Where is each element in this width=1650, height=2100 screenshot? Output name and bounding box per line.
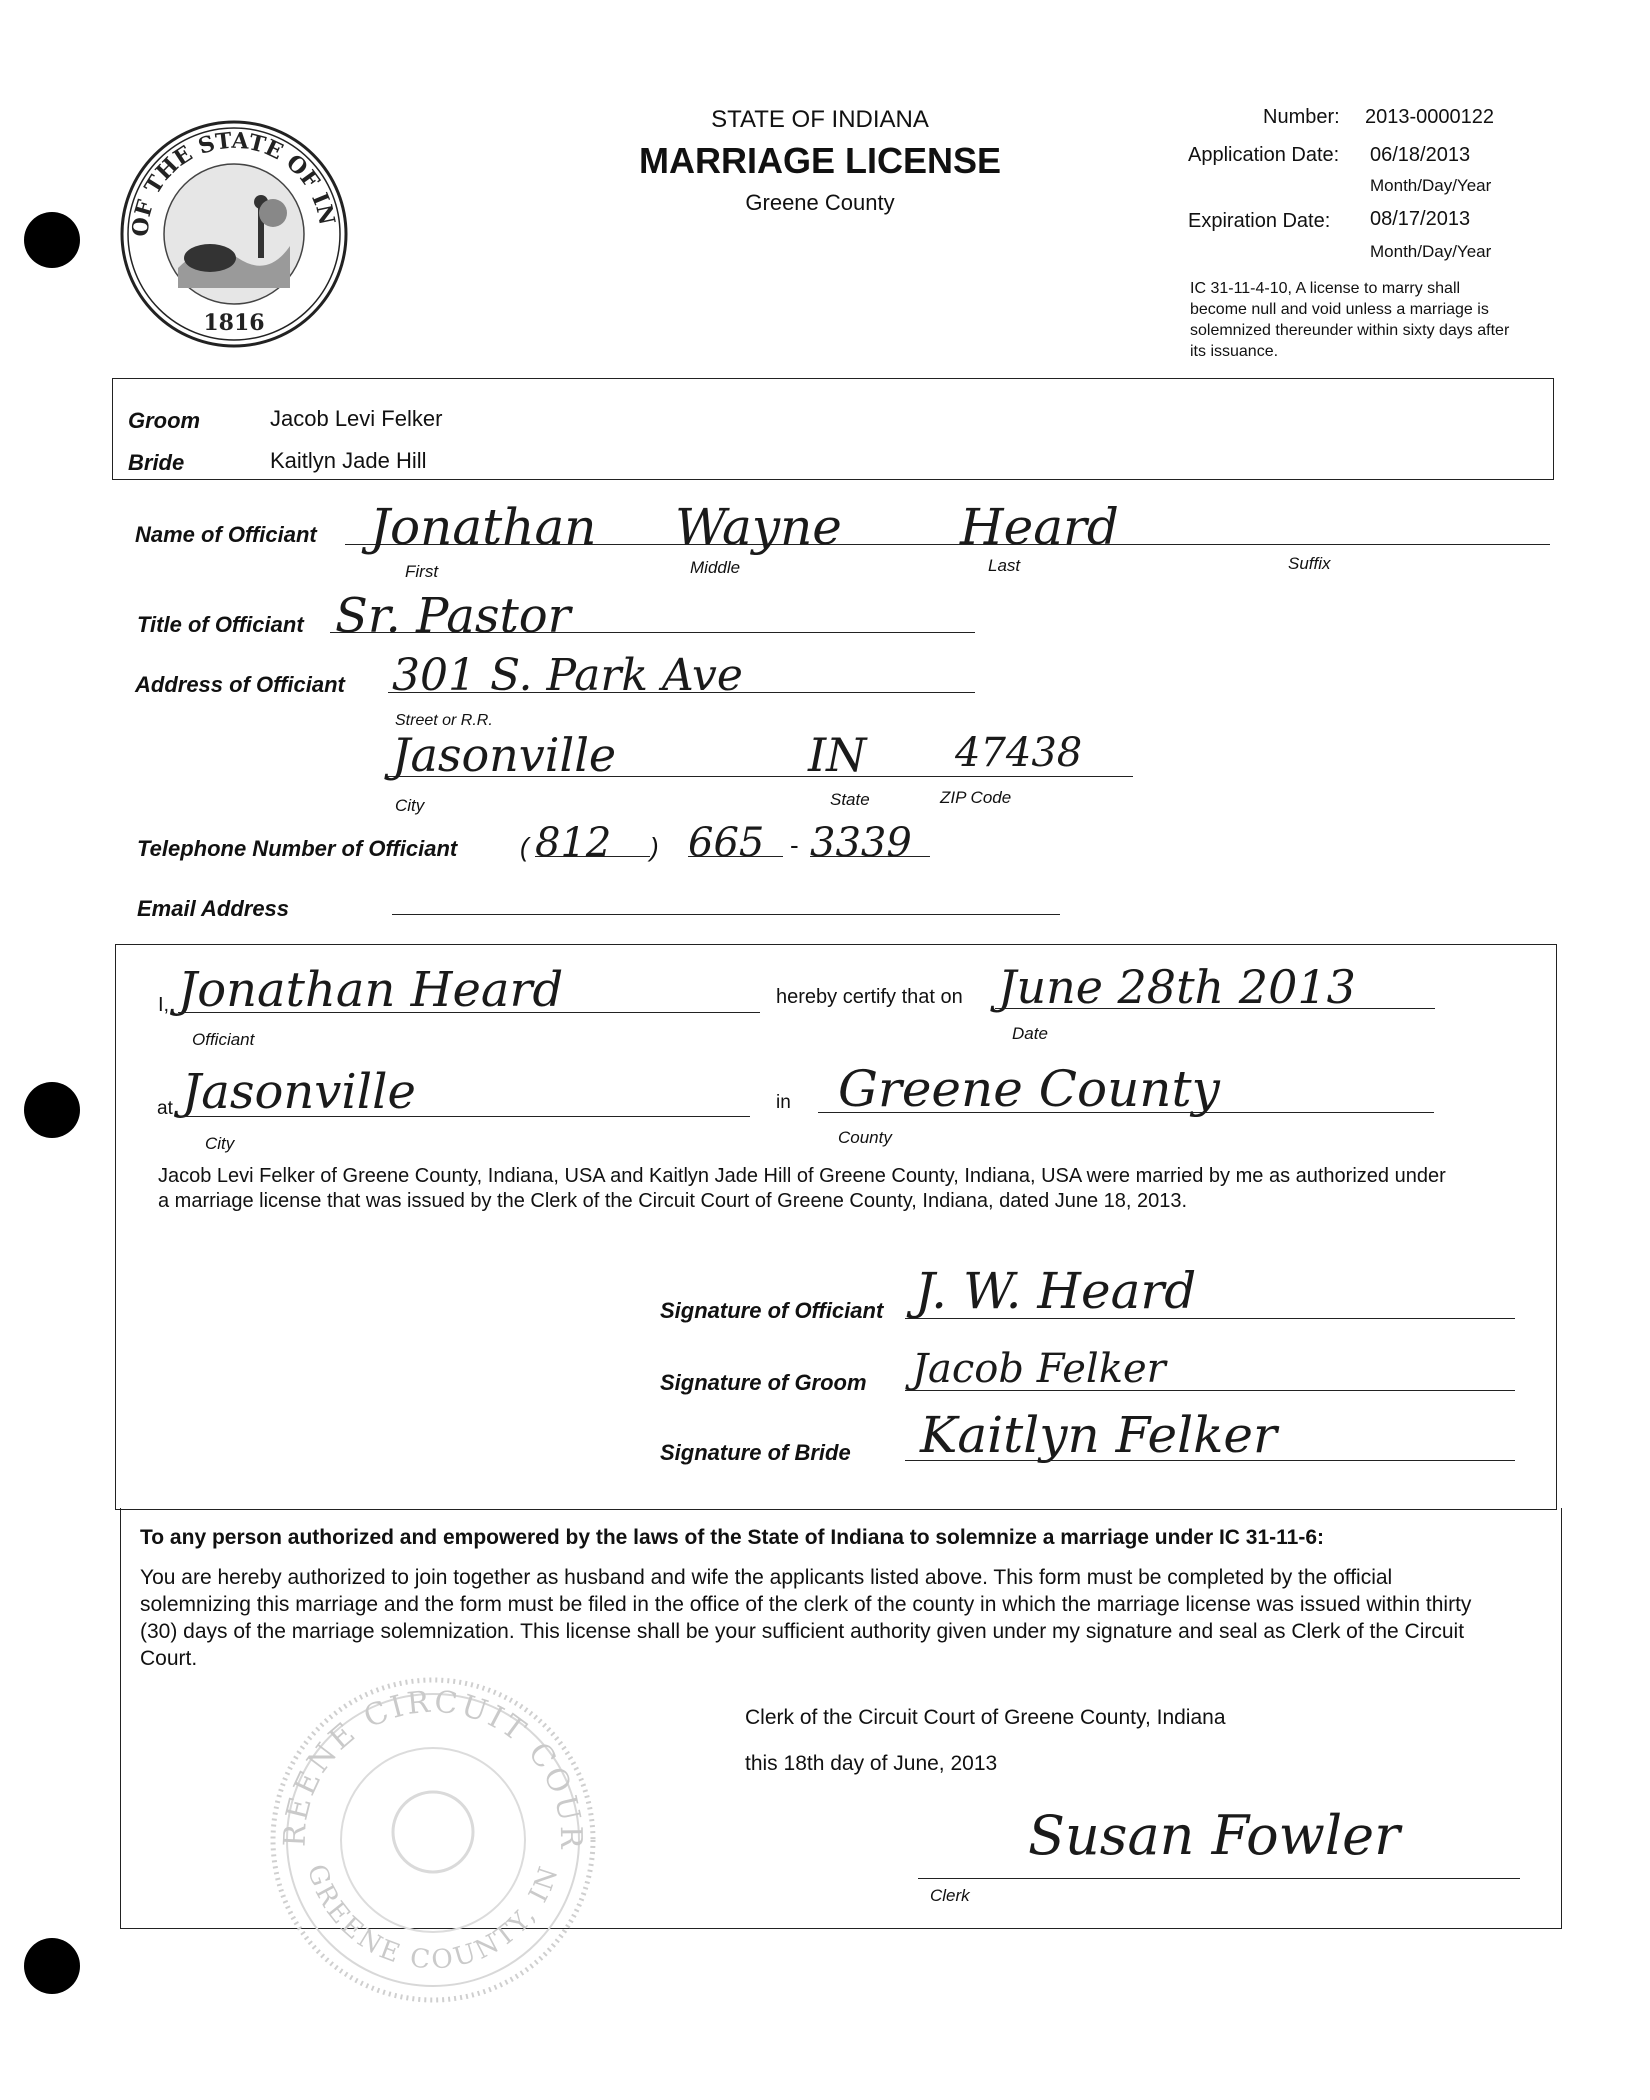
state-seal-year: 1816 bbox=[203, 310, 265, 336]
suffix-label: Suffix bbox=[1288, 554, 1331, 573]
sig-bride-line bbox=[905, 1460, 1515, 1461]
officiant-title-hw: Sr. Pastor bbox=[335, 588, 571, 644]
officiant-first-hw: Jonathan bbox=[370, 498, 597, 556]
officiant-state-hw: IN bbox=[808, 728, 867, 782]
certify-statement: Jacob Levi Felker of Greene County, Indiana, USA and Kaitlyn Jade Hill of Greene County, Indiana, USA were married by me as authorized under a marriage license that was issued by the Clerk of the Circuit Court of Greene County, Indiana, dated June 18, 2013. bbox=[158, 1165, 1446, 1212]
sig-bride-hw: Kaitlyn Felker bbox=[920, 1406, 1277, 1464]
phone-area-line bbox=[535, 856, 650, 857]
sig-bride-label: Signature of Bride bbox=[660, 1440, 851, 1465]
certify-officiant-line bbox=[178, 1012, 760, 1013]
clerk-line-2: this 18th day of June, 2013 bbox=[745, 1752, 998, 1775]
certify-city-label: City bbox=[205, 1134, 235, 1153]
street-label: Street or R.R. bbox=[395, 712, 493, 729]
certify-i-label: I, bbox=[158, 994, 170, 1016]
certify-date-hw: June 28th 2013 bbox=[998, 960, 1356, 1014]
certify-officiant-label: Officiant bbox=[192, 1030, 255, 1049]
officiant-last-hw: Heard bbox=[960, 498, 1119, 556]
application-date-format: Month/Day/Year bbox=[1370, 176, 1492, 195]
certify-county-line bbox=[818, 1112, 1434, 1113]
expiration-date-label: Expiration Date: bbox=[1188, 210, 1331, 232]
certify-city-hw: Jasonville bbox=[182, 1064, 416, 1120]
certification-box bbox=[115, 944, 1557, 1510]
city-label: City bbox=[395, 796, 425, 815]
svg-text:GREENE CIRCUIT COURT bbox=[265, 1672, 588, 1851]
clerk-line-1: Clerk of the Circuit Court of Greene County, Indiana bbox=[745, 1706, 1226, 1729]
officiant-email-label: Email Address bbox=[137, 896, 290, 921]
sig-groom-line bbox=[905, 1390, 1515, 1391]
last-label: Last bbox=[988, 556, 1021, 575]
bride-name: Kaitlyn Jade Hill bbox=[270, 448, 427, 473]
first-label: First bbox=[405, 562, 439, 581]
officiant-address-label: Address of Officiant bbox=[135, 672, 345, 697]
officiant-title-label: Title of Officiant bbox=[137, 612, 304, 637]
certify-in-label: in bbox=[776, 1092, 791, 1113]
license-number-value: 2013-0000122 bbox=[1365, 106, 1495, 128]
bride-label: Bride bbox=[128, 450, 185, 475]
zip-label: ZIP Code bbox=[940, 788, 1012, 807]
header-county: Greene County bbox=[745, 190, 895, 215]
application-date-label: Application Date: bbox=[1188, 144, 1340, 166]
phone-line-hw: 3339 bbox=[810, 820, 912, 866]
authorization-body: You are hereby authorized to join together as husband and wife the applicants listed above. This form must be completed by the official solemnizing this marriage and the form must be filed in the office of the clerk of the county in which the marriage license was issued within thirty (30) days of the marriage solemnization. This license shall be your sufficient authority given under my signature and seal as Clerk of the Circuit Court. bbox=[140, 1566, 1472, 1670]
court-seal-bottom-text: GREENE COUNTY, IN bbox=[300, 1860, 566, 1976]
groom-label: Groom bbox=[128, 408, 201, 433]
middle-label: Middle bbox=[690, 558, 741, 577]
certify-county-label: County bbox=[838, 1128, 892, 1147]
phone-close-paren: ) bbox=[650, 832, 659, 862]
punch-hole-top bbox=[24, 212, 80, 268]
sig-groom-label: Signature of Groom bbox=[660, 1370, 867, 1395]
officiant-name-label: Name of Officiant bbox=[135, 522, 317, 547]
officiant-email-line bbox=[392, 914, 1060, 915]
groom-name: Jacob Levi Felker bbox=[270, 406, 443, 431]
application-date-value: 06/18/2013 bbox=[1370, 144, 1471, 166]
certify-date-label: Date bbox=[1012, 1024, 1048, 1043]
punch-hole-bottom bbox=[24, 1938, 80, 1994]
officiant-street-hw: 301 S. Park Ave bbox=[392, 650, 743, 701]
clerk-label: Clerk bbox=[930, 1886, 970, 1905]
certify-at-label: at bbox=[157, 1098, 173, 1119]
certify-city-line bbox=[178, 1116, 750, 1117]
authorization-heading: To any person authorized and empowered by the laws of the State of Indiana to solemnize a marriage under IC 31-11-6: bbox=[140, 1526, 1325, 1549]
certify-text: hereby certify that on bbox=[776, 986, 963, 1008]
phone-dash: - bbox=[790, 830, 799, 860]
header-state: STATE OF INDIANA bbox=[711, 106, 929, 133]
page-title: MARRIAGE LICENSE bbox=[638, 140, 1002, 181]
clerk-signature-hw: Susan Fowler bbox=[1028, 1804, 1400, 1867]
expiration-date-format: Month/Day/Year bbox=[1370, 242, 1492, 261]
phone-area-hw: 812 bbox=[535, 820, 612, 866]
officiant-middle-hw: Wayne bbox=[675, 498, 842, 556]
phone-prefix-hw: 665 bbox=[688, 820, 765, 866]
sig-officiant-label: Signature of Officiant bbox=[660, 1298, 884, 1323]
state-seal-text: OF THE STATE OF IN bbox=[127, 127, 340, 238]
sig-groom-hw: Jacob Felker bbox=[912, 1346, 1166, 1392]
certify-date-line bbox=[995, 1008, 1435, 1009]
phone-line-line bbox=[810, 856, 930, 857]
state-seal bbox=[118, 118, 350, 350]
certify-county-hw: Greene County bbox=[838, 1060, 1220, 1118]
sig-officiant-line bbox=[905, 1318, 1515, 1319]
state-label: State bbox=[830, 790, 870, 809]
punch-hole-middle bbox=[24, 1082, 80, 1138]
court-seal bbox=[265, 1672, 600, 2007]
officiant-phone-label: Telephone Number of Officiant bbox=[137, 836, 458, 861]
expiration-date-value: 08/17/2013 bbox=[1370, 208, 1471, 230]
court-seal-top-text: REENE CIRCUIT COUR bbox=[277, 1684, 589, 1852]
validity-notice: IC 31-11-4-10, A license to marry shall become null and void unless a marriage is solemnized thereunder within sixty days after its issuance. bbox=[1190, 280, 1510, 360]
sig-officiant-hw: J. W. Heard bbox=[915, 1262, 1197, 1320]
officiant-city-hw: Jasonville bbox=[392, 728, 617, 782]
svg-text:GREENE COUNTY, IN bbox=[301, 1861, 565, 1976]
clerk-signature-line bbox=[918, 1878, 1520, 1879]
officiant-zip-hw: 47438 bbox=[955, 730, 1083, 776]
license-number-label: Number: bbox=[1263, 106, 1340, 128]
phone-prefix-line bbox=[688, 856, 783, 857]
certify-officiant-hw: Jonathan Heard bbox=[178, 962, 564, 1018]
phone-open-paren: ( bbox=[520, 832, 529, 862]
